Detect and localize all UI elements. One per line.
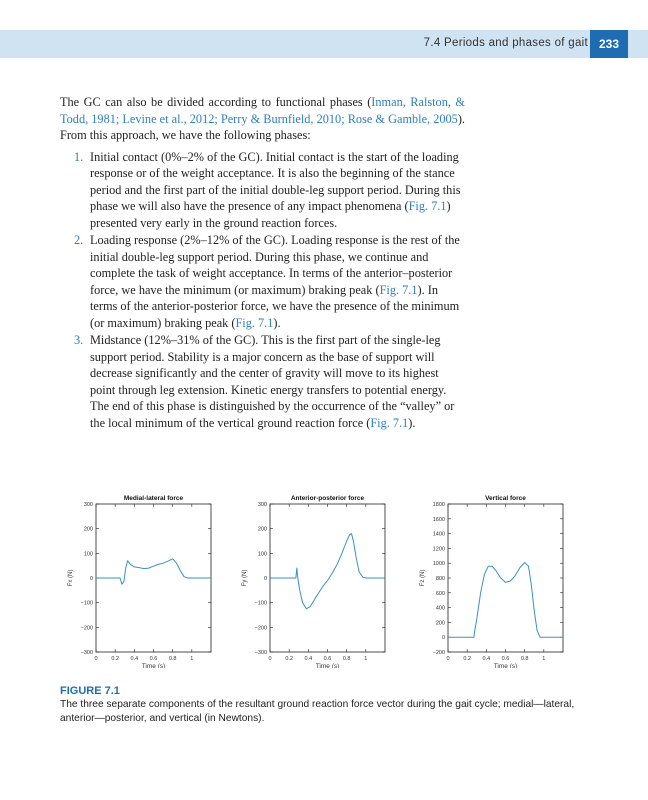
intro-tail: ). From this approach, we have the following phases: [60, 111, 465, 142]
list-number: 2. [74, 233, 84, 247]
force-series-line [270, 534, 385, 609]
y-tick-label: 300 [83, 502, 93, 508]
force-charts [54, 488, 614, 668]
x-tick-label: 0.2 [111, 656, 119, 662]
list-item [60, 149, 465, 232]
chart-title: Vertical force [485, 495, 526, 502]
y-tick-label: 0 [89, 576, 93, 582]
y-tick-label: −100 [80, 600, 93, 607]
figure-label: FIGURE 7.1 [60, 685, 120, 697]
y-tick-label: −300 [80, 650, 93, 656]
chart-title: Anterior-posterior force [290, 495, 365, 502]
x-tick-label: 0.2 [285, 656, 293, 662]
figure-ref-link[interactable]: Fig. 7.1 [379, 282, 418, 297]
force-series-line [96, 559, 211, 584]
y-tick-label: −300 [254, 650, 267, 656]
figure-ref-link[interactable]: Fig. 7.1 [235, 315, 274, 330]
list-text: ) presented very early in the ground reaction forces. [90, 199, 451, 230]
list-number: 3. [74, 333, 84, 347]
list-text: Loading response (2%–12% of the GC). Loading response is the rest of the initial double-leg support period. During this phase, we continue and complete the task of weight acceptance. In terms of the anterior–posterior force, we have the minimum (or maximum) braking peak ( [90, 233, 460, 297]
y-tick-label: 400 [435, 605, 445, 612]
force-series-line [448, 563, 563, 638]
figure-ref-link[interactable]: Fig. 7.1 [370, 415, 409, 430]
caption-text: The three separate components of the resultant ground reaction force vector during the gait cycle; medial—lateral, anterior—posterior, and vertical (in Newtons). [60, 699, 575, 724]
x-tick-label: 0.4 [130, 656, 139, 662]
x-tick-label: 0.6 [149, 656, 158, 662]
x-tick-label: 1 [364, 656, 368, 662]
y-axis-label: Fy (N) [242, 569, 248, 587]
x-axis-label: Time (s) [141, 663, 166, 668]
page-number: 233 [590, 30, 628, 58]
section-title: 7.4 Periods and phases of gait [423, 37, 588, 49]
y-tick-label: 600 [435, 590, 445, 597]
y-tick-label: 0 [441, 635, 445, 642]
y-tick-label: 100 [83, 551, 93, 558]
y-tick-label: 800 [435, 576, 445, 582]
x-tick-label: 0.4 [304, 656, 313, 662]
y-tick-label: 1600 [432, 516, 445, 523]
y-tick-label: 200 [83, 526, 93, 533]
x-tick-label: 0.4 [482, 656, 491, 662]
x-tick-label: 1 [190, 656, 194, 662]
y-tick-label: 1800 [432, 502, 445, 508]
figure-ref-link[interactable]: Fig. 7.1 [408, 199, 447, 213]
x-tick-label: 0.2 [463, 656, 471, 662]
x-tick-label: 0.8 [168, 656, 177, 662]
x-axis-label: Time (s) [315, 663, 340, 668]
figure-caption [60, 684, 600, 726]
list-text: ). [273, 315, 281, 330]
list-text: ). [408, 415, 416, 430]
plot-frame [448, 504, 563, 652]
x-tick-label: 0 [446, 656, 450, 662]
x-tick-label: 0.6 [501, 656, 510, 662]
y-tick-label: −200 [254, 625, 267, 632]
y-tick-label: −200 [432, 650, 445, 656]
body-text [60, 94, 465, 432]
y-tick-label: 0 [263, 576, 267, 582]
list-text: Midstance (12%–31% of the GC). This is the first part of the single-leg support period. Stability is a major concern as the base of support will decrease significantly and the center of gravity will move to its highest point through leg extension. Kinetic energy transfers to potential energy. The end of this phase is distinguished by the occurrence of the “valley” or the local minimum of the vertical ground reaction force ( [90, 333, 455, 430]
figure-7-1 [54, 488, 614, 668]
y-tick-label: 300 [257, 502, 267, 508]
y-tick-label: 1000 [432, 561, 445, 568]
x-tick-label: 0.6 [323, 656, 332, 662]
page-header [0, 30, 648, 58]
x-tick-label: 0 [268, 656, 272, 662]
y-tick-label: 200 [435, 620, 445, 627]
x-axis-label: Time (s) [493, 663, 518, 668]
x-tick-label: 0.8 [520, 656, 529, 662]
y-tick-label: 1200 [432, 546, 445, 553]
y-tick-label: −200 [80, 625, 93, 632]
x-tick-label: 1 [542, 656, 546, 662]
chart-title: Medial-lateral force [123, 495, 184, 502]
list-number: 1. [74, 149, 84, 164]
intro-citation[interactable]: Inman, Ralston, & Todd, 1981; Levine et al., 2012; Perry & Burnfield, 2010; Rose & Gamble, 2005 [60, 95, 465, 126]
x-tick-label: 0.8 [342, 656, 351, 662]
x-tick-label: 0 [94, 656, 98, 662]
list-item [60, 232, 465, 331]
list-item [60, 332, 465, 431]
y-tick-label: 100 [257, 551, 267, 558]
y-axis-label: Fz (N) [420, 569, 426, 587]
phase-list [60, 149, 465, 432]
list-text: ). In terms of the anterior-posterior force, we have the presence of the minimum (or maximum) braking peak ( [90, 282, 460, 330]
y-tick-label: −100 [254, 600, 267, 607]
list-text: Initial contact (0%–2% of the GC). Initial contact is the start of the loading response or of the weight acceptance. It is also the beginning of the stance period and the first part of the initial double-leg support period. During this phase we will also have the presence of any impact phenomena ( [90, 149, 461, 213]
intro-lead: The GC can also be divided according to functional phases ( [60, 95, 372, 109]
y-tick-label: 200 [257, 526, 267, 533]
y-axis-label: Fx (N) [68, 569, 74, 587]
intro-paragraph [60, 94, 465, 144]
y-tick-label: 1400 [432, 531, 445, 538]
